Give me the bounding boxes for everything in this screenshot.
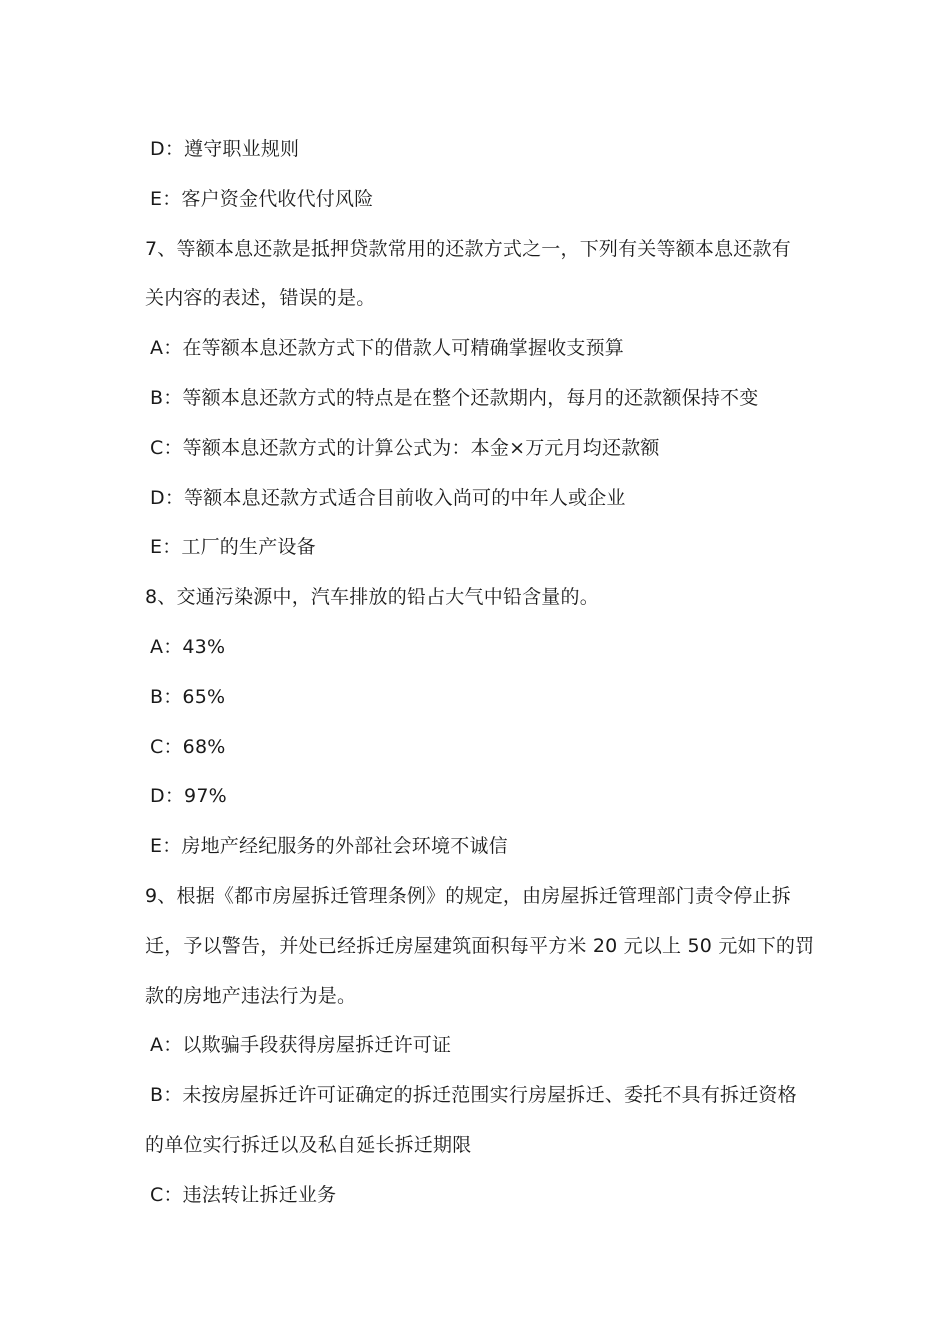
question-9-line-1: 9、根据《都市房屋拆迁管理条例》的规定，由房屋拆迁管理部门责令停止拆	[145, 884, 791, 907]
option-a-q8: A：43%	[150, 635, 226, 658]
question-7-line-1: 7、等额本息还款是抵押贷款常用的还款方式之一，下列有关等额本息还款有	[145, 237, 791, 260]
option-a-q7: A：在等额本息还款方式下的借款人可精确掌握收支预算	[150, 337, 624, 360]
document-body	[145, 125, 815, 1221]
option-e-q8: E：房地产经纪服务的外部社会环境不诚信	[150, 835, 508, 858]
question-9-line-2: 迁，予以警告，并处已经拆迁房屋建筑面积每平方米 20 元以上 50 元如下的罚	[145, 934, 815, 957]
option-b-q9-line-1: B：未按房屋拆迁许可证确定的拆迁范围实行房屋拆迁、委托不具有拆迁资格	[150, 1084, 797, 1107]
option-d-q6: D：遵守职业规则	[150, 138, 300, 160]
option-e-q7: E：工厂的生产设备	[150, 536, 316, 559]
option-b-q7: B：等额本息还款方式的特点是在整个还款期内，每月的还款额保持不变	[150, 386, 759, 409]
option-b-q9-line-2: 的单位实行拆迁以及私自延长拆迁期限	[145, 1133, 472, 1156]
option-c-q8: C：68%	[150, 735, 226, 758]
question-9-line-3: 款的房地产违法行为是。	[145, 984, 357, 1007]
option-c-q7: C：等额本息还款方式的计算公式为：本金×万元月均还款额	[150, 436, 660, 459]
option-e-q6: E：客户资金代收代付风险	[150, 187, 374, 210]
option-c-q9: C：违法转让拆迁业务	[150, 1183, 337, 1206]
question-7-line-2: 关内容的表述，错误的是。	[145, 287, 376, 310]
option-d-q7: D：等额本息还款方式适合目前收入尚可的中年人或企业	[150, 486, 626, 509]
question-8: 8、交通污染源中，汽车排放的铅占大气中铅含量的。	[145, 586, 599, 609]
option-a-q9: A：以欺骗手段获得房屋拆迁许可证	[150, 1034, 452, 1057]
option-d-q8: D：97%	[150, 785, 227, 808]
option-b-q8: B：65%	[150, 685, 226, 708]
